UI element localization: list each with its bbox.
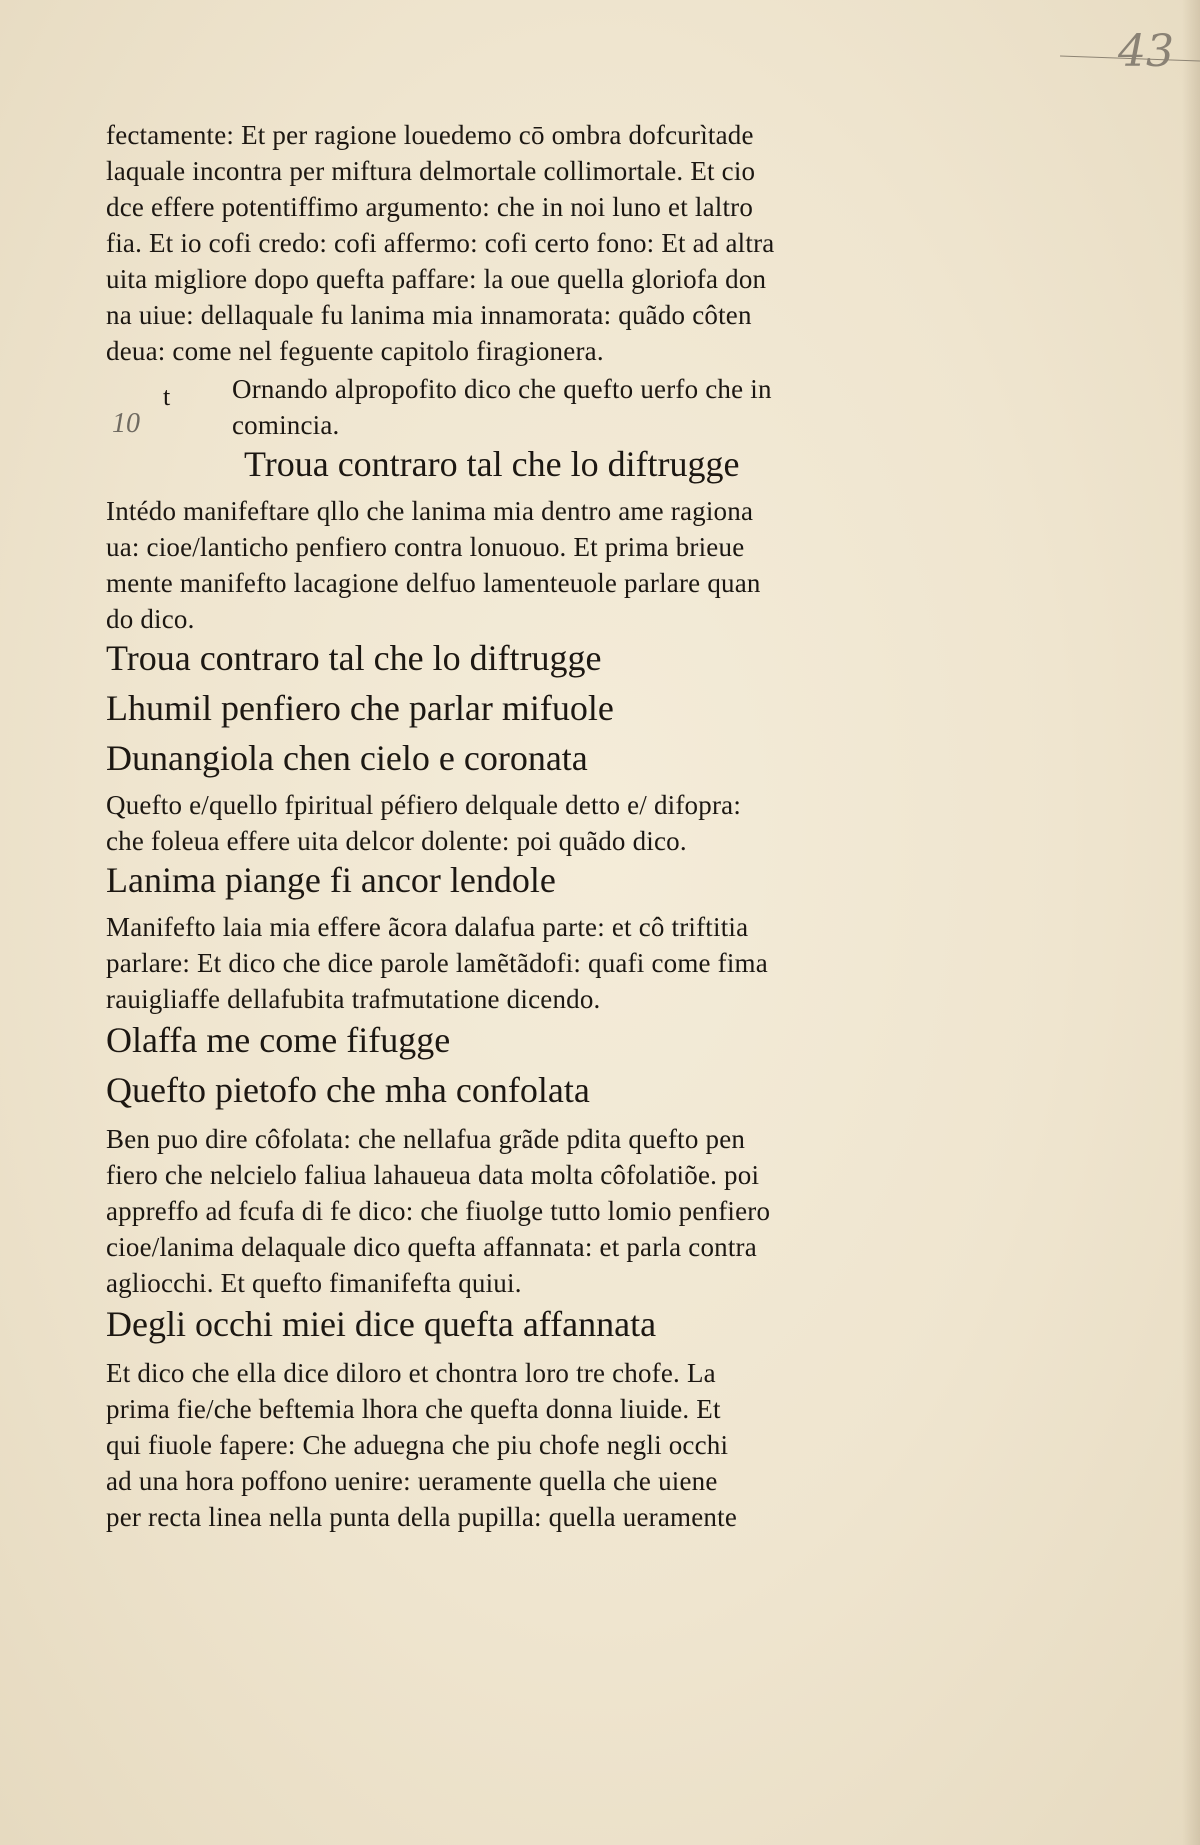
text-line-34: qui fiuole fapere: Che aduegna che piu chofe negli occhi: [106, 1430, 729, 1460]
text-line-18: Quefto e/quello fpiritual péfiero delquale detto e/ difopra:: [106, 790, 742, 820]
text-line-21: Manifefto laia mia effere ãcora dalafua parte: et cô triftitia: [106, 912, 749, 942]
text-line-32: Et dico che ella dice diloro et chontra loro tre chofe. La: [106, 1358, 716, 1388]
text-line-36: per recta linea nella punta della pupilla: quella ueramente: [106, 1502, 738, 1532]
text-line-19: che foleua effere uita delcor dolente: poi quãdo dico.: [106, 826, 687, 856]
verse-heading-6: Olaffa me come fifugge: [106, 1020, 451, 1060]
text-line-33: prima fie/che beftemia lhora che quefta donna liuide. Et: [106, 1394, 721, 1424]
verse-heading-7: Quefto pietofo che mha confolata: [106, 1070, 590, 1110]
verse-heading-4: Dunangiola chen cielo e coronata: [106, 738, 588, 778]
text-line-12: ua: cioe/lanticho penfiero contra lonuouo. Et prima brieue: [106, 532, 745, 562]
verse-heading-8: Degli occhi miei dice quefta affannata: [106, 1304, 657, 1344]
page-edge-shadow: [1182, 0, 1200, 1845]
verse-heading-2: Troua contraro tal che lo diftrugge: [106, 638, 602, 678]
text-line-1: fectamente: Et per ragione louedemo cō ombra dofcurìtade: [106, 120, 754, 150]
text-line-3: dce effere potentiffimo argumento: che in noi luno et laltro: [106, 192, 754, 222]
text-line-13: mente manifefto lacagione delfuo lamenteuole parlare quan: [106, 568, 761, 598]
folio-number: 43: [1118, 26, 1174, 77]
text-line-14: do dico.: [106, 604, 195, 634]
verse-heading-1: Troua contraro tal che lo diftrugge: [244, 444, 740, 484]
text-line-27: fiero che nelcielo faliua lahaueua data molta côfolatiõe. poi: [106, 1160, 760, 1190]
text-line-6: na uiue: dellaquale fu lanima mia innamorata: quãdo côten: [106, 300, 752, 330]
text-line-30: agliocchi. Et quefto fimanifefta quiui.: [106, 1268, 522, 1298]
text-line-9: comincia.: [232, 410, 340, 440]
text-line-29: cioe/lanima delaquale dico quefta affannata: et parla contra: [106, 1232, 757, 1262]
text-line-4: fia. Et io cofi credo: cofi affermo: cofi certo fono: Et ad altra: [106, 228, 775, 258]
text-line-2: laquale incontra per miftura delmortale collimortale. Et cio: [106, 156, 756, 186]
text-line-5: uita migliore dopo quefta paffare: la oue quella gloriofa don: [106, 264, 767, 294]
text-line-11: Intédo manifeftare qllo che lanima mia dentro ame ragiona: [106, 496, 754, 526]
text-line-7: deua: come nel feguente capitolo firagionera.: [106, 336, 604, 366]
text-line-23: rauigliaffe dellafubita trafmutatione dicendo.: [106, 984, 601, 1014]
text-line-35: ad una hora poffono uenire: ueramente quella che uiene: [106, 1466, 718, 1496]
text-line-28: appreffo ad fcufa di fe dico: che fiuolge tutto lomio penfiero: [106, 1196, 771, 1226]
text-line-26: Ben puo dire côfolata: che nellafua grãde pdita quefto pen: [106, 1124, 746, 1154]
verse-heading-5: Lanima piange fi ancor lendole: [106, 860, 556, 900]
guide-letter: t: [163, 382, 171, 411]
text-line-8: Ornando alpropofito dico che quefto uerfo che in: [232, 374, 772, 404]
text-line-22: parlare: Et dico che dice parole lamẽtãdofi: quafi come fima: [106, 948, 768, 978]
margin-ink-number: 10: [112, 408, 140, 439]
verse-heading-3: Lhumil penfiero che parlar mifuole: [106, 688, 614, 728]
